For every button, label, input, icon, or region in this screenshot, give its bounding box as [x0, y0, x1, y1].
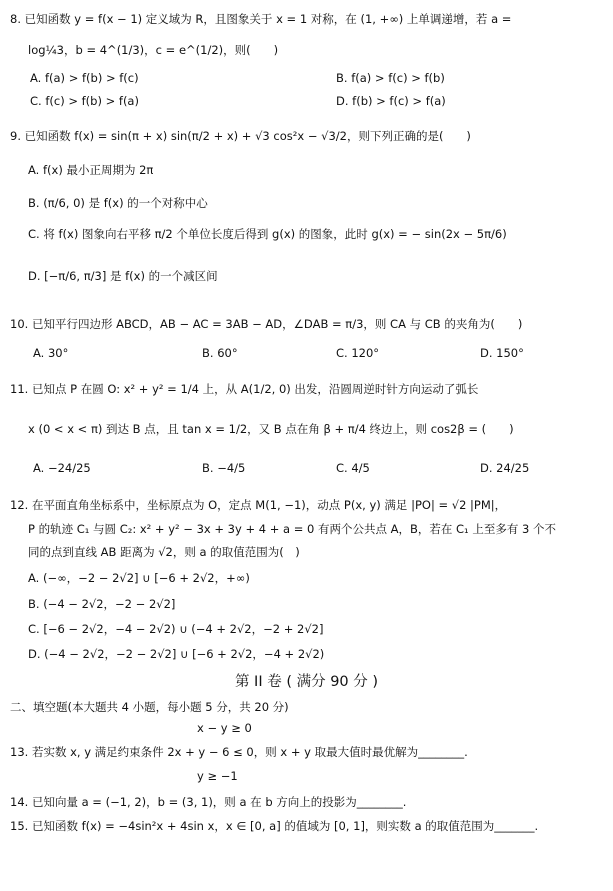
q9-b: B. (π/6, 0) 是 f(x) 的一个对称中心 [28, 196, 208, 210]
q9-d: D. [−π/6, π/3] 是 f(x) 的一个减区间 [28, 269, 218, 283]
q11-c: C. 4/5 [336, 461, 370, 475]
q8-stem2: log¼3，b = 4^(1/3)，c = e^(1/2)，则( ) [28, 43, 279, 57]
q13-c3: y ≥ −1 [197, 769, 238, 783]
q10-a: A. 30° [33, 346, 69, 360]
q14-stem: 14. 已知向量 a = (−1, 2)，b = (3, 1)，则 a 在 b 方向上的投影为________. [10, 795, 407, 809]
q12-c: C. [−6 − 2√2，−4 − 2√2) ∪ (−4 + 2√2，−2 + 2√2] [28, 622, 324, 636]
q10-d: D. 150° [480, 346, 524, 360]
q8-b: B. f(a) > f(c) > f(b) [336, 71, 445, 85]
q8-c: C. f(c) > f(b) > f(a) [30, 94, 139, 108]
q11-b: B. −4/5 [202, 461, 246, 475]
q13-c1: x − y ≥ 0 [197, 721, 252, 735]
q9-c: C. 将 f(x) 图象向右平移 π/2 个单位长度后得到 g(x) 的图象，此时 g(x) = − sin(2x − 5π/6) [28, 227, 507, 241]
q10-c: C. 120° [336, 346, 380, 360]
section-title: 第 II 卷 ( 满分 90 分 ) [234, 674, 379, 690]
q10-b: B. 60° [202, 346, 238, 360]
q12-a: A. (−∞，−2 − 2√2] ∪ [−6 + 2√2，+∞) [28, 571, 250, 585]
q13-stem: 13. 若实数 x, y 满足约束条件 2x + y − 6 ≤ 0，则 x + y 取最大值时最优解为________. [10, 745, 468, 759]
q8-a: A. f(a) > f(b) > f(c) [30, 71, 139, 85]
q8-stem: 8. 已知函数 y = f(x − 1) 定义域为 R，且图象关于 x = 1 对称，在 (1, +∞) 上单调递增，若 a = [10, 12, 512, 26]
q10-stem: 10. 已知平行四边形 ABCD，AB − AC = 3AB − AD，∠DAB = π/3，则 CA 与 CB 的夹角为( ) [10, 317, 523, 331]
q11-a: A. −24/25 [33, 461, 91, 475]
q11-stem2: x (0 < x < π) 到达 B 点，且 tan x = 1/2，又 B 点在角 β + π/4 终边上，则 cos2β = ( ) [28, 422, 514, 436]
q15-stem: 15. 已知函数 f(x) = −4sin²x + 4sin x，x ∈ [0, a] 的值域为 [0, 1]，则实数 a 的取值范围为_______. [10, 819, 539, 833]
q12-stem3: 同的点到直线 AB 距离为 √2，则 a 的取值范围为( ) [28, 545, 300, 559]
q12-stem: 12. 在平面直角坐标系中，坐标原点为 O，定点 M(1, −1)，动点 P(x, y) 满足 |PO| = √2 |PM|， [10, 498, 507, 512]
q9-stem: 9. 已知函数 f(x) = sin(π + x) sin(π/2 + x) + √3 cos²x − √3/2，则下列正确的是( ) [10, 129, 471, 143]
q11-d: D. 24/25 [480, 461, 530, 475]
q9-a: A. f(x) 最小正周期为 2π [28, 163, 154, 177]
q11-stem: 11. 已知点 P 在圆 O: x² + y² = 1/4 上，从 A(1/2, 0) 出发，沿圆周逆时针方向运动了弧长 [10, 382, 479, 396]
q12-b: B. (−4 − 2√2，−2 − 2√2] [28, 597, 176, 611]
q12-d: D. (−4 − 2√2，−2 − 2√2] ∪ [−6 + 2√2，−4 + 2√2) [28, 647, 325, 661]
q8-d: D. f(b) > f(c) > f(a) [336, 94, 446, 108]
fill-header: 二、填空题(本大题共 4 小题，每小题 5 分，共 20 分) [10, 700, 289, 714]
q12-stem2: P 的轨迹 C₁ 与圆 C₂: x² + y² − 3x + 3y + 4 + a = 0 有两个公共点 A，B，若在 C₁ 上至多有 3 个不 [28, 522, 556, 536]
